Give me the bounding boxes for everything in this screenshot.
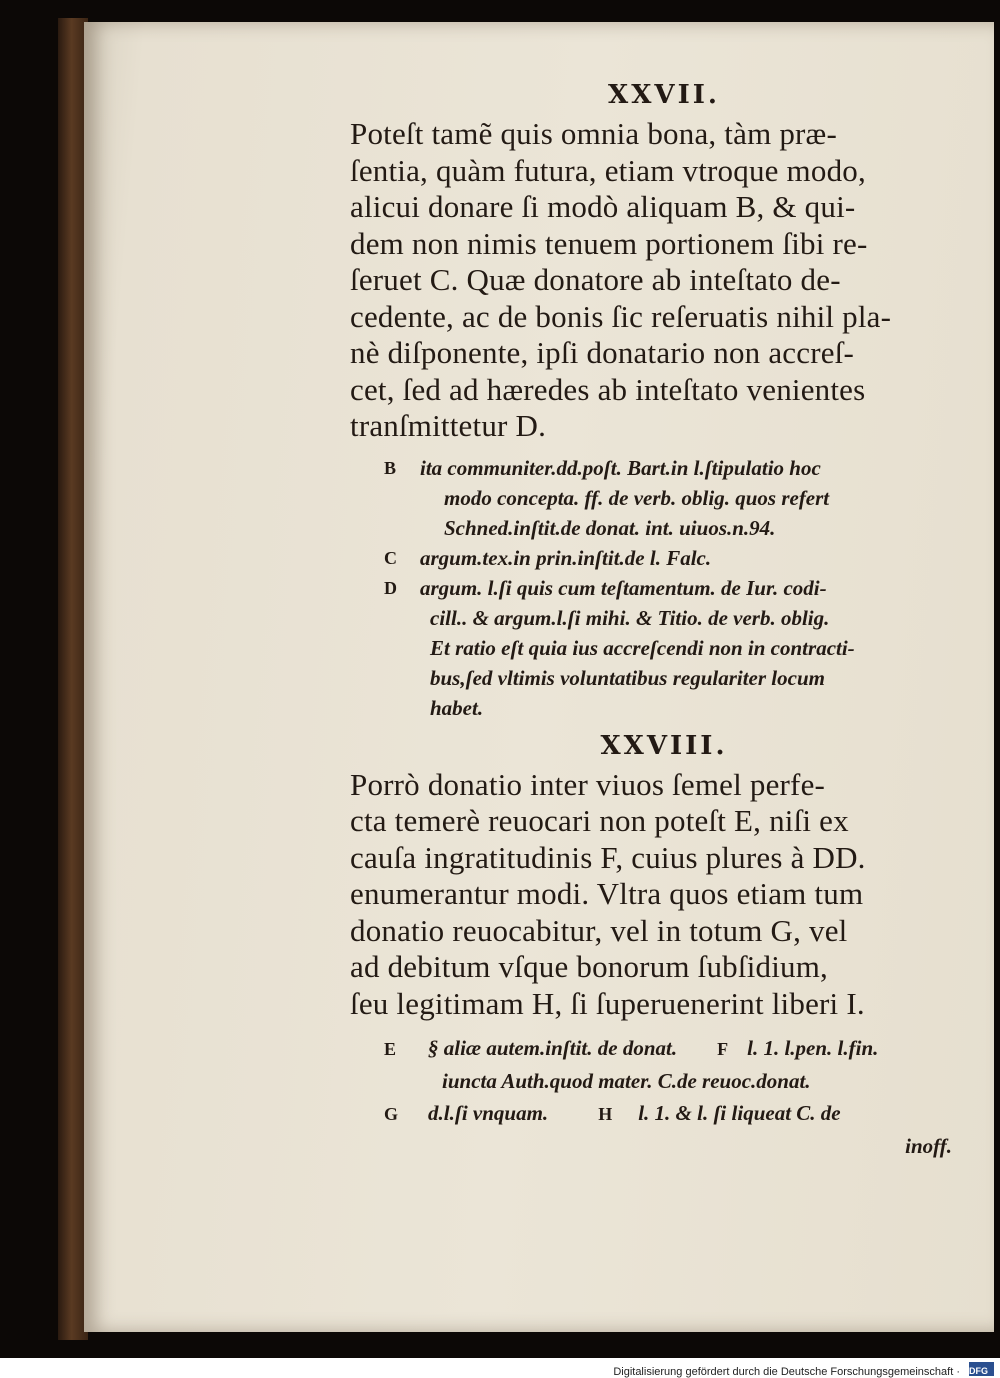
note-line: argum.tex.in prin.inſtit.de l. Falc. xyxy=(420,545,712,570)
note-mark: C xyxy=(384,547,397,568)
note-row xyxy=(384,1065,978,1097)
note-d xyxy=(384,573,978,723)
text-line: ad debitum vſque bonorum ſubſidium, xyxy=(350,949,828,984)
marginal-notes-28 xyxy=(384,1032,978,1162)
note-text: l. 1. & l. ſi liqueat C. de xyxy=(638,1101,841,1125)
note-text: § aliæ autem.inſtit. de donat. xyxy=(428,1036,678,1060)
text-line: alicui donare ſi modò aliquam B, & qui- xyxy=(350,189,856,224)
note-row xyxy=(384,1097,978,1130)
note-line: argum. l.ſi quis cum teſtamentum. de Iur. codi- xyxy=(420,575,827,600)
footer-credit xyxy=(613,1358,1000,1378)
paragraph-28 xyxy=(350,767,978,1023)
text-line: enumerantur modi. Vltra quos etiam tum xyxy=(350,876,864,911)
note-text: d.l.ſi vnquam. xyxy=(428,1101,549,1125)
note-line: Schned.inſtit.de donat. int. uiuos.n.94. xyxy=(444,515,776,540)
note-line: Et ratio eſt quia ius accreſcendi non in contracti- xyxy=(430,635,855,660)
note-c xyxy=(384,543,978,573)
text-line: dem non nimis tenuem portionem ſibi re- xyxy=(350,225,868,261)
note-row xyxy=(384,1130,978,1162)
digitization-footer xyxy=(0,1358,1000,1378)
note-mark: E xyxy=(384,1039,397,1059)
text-line: ſentia, quàm futura, etiam vtroque modo, xyxy=(350,152,866,188)
footer-text: Digitalisierung gefördert durch die Deutsche Forschungsgemeinschaft · xyxy=(613,1366,960,1378)
text-line: tranſmittetur D. xyxy=(350,408,547,443)
note-text: iuncta Auth.quod mater. C.de reuoc.donat. xyxy=(442,1069,811,1093)
note-line: habet. xyxy=(430,695,484,720)
text-line: cauſa ingratitudinis F, cuius plures à DD. xyxy=(350,839,866,875)
text-line: ſeruet C. Quæ donatore ab inteſtato de- xyxy=(350,262,841,297)
note-line: cill.. & argum.l.ſi mihi. & Titio. de verb. oblig. xyxy=(430,605,830,630)
note-mark: D xyxy=(384,577,397,598)
note-text: l. 1. l.pen. l.fin. xyxy=(747,1036,879,1060)
note-mark: B xyxy=(384,457,397,478)
text-line: donatio reuocabitur, vel in totum G, vel xyxy=(350,912,848,948)
chapter-heading-28: XXVIII. xyxy=(600,730,728,761)
text-line: Porrò donatio inter viuos ſemel perfe- xyxy=(350,766,826,802)
note-line: bus,ſed vltimis voluntatibus regulariter locum xyxy=(430,665,825,690)
chapter-heading-27: XXVII. xyxy=(608,80,720,110)
text-line: ſeu legitimam H, ſi ſuperuenerint liberi I. xyxy=(350,985,865,1021)
note-mark: G xyxy=(384,1104,399,1124)
paragraph-27 xyxy=(350,116,978,445)
note-mark: F xyxy=(717,1039,729,1059)
text-line: cta temerè reuocari non poteſt E, niſi ex xyxy=(350,803,849,838)
marginal-notes-27 xyxy=(384,453,978,723)
note-mark: H xyxy=(598,1104,613,1124)
note-row xyxy=(384,1032,978,1065)
text-line: cet, ſed ad hæredes ab inteſtato venientes xyxy=(350,371,866,407)
note-text: inoff. xyxy=(905,1134,952,1158)
note-line: modo concepta. ff. de verb. oblig. quos refert xyxy=(444,485,830,510)
text-line: Poteſt tamẽ quis omnia bona, tàm præ- xyxy=(350,116,837,151)
note-b xyxy=(384,453,978,543)
page-text-block xyxy=(350,78,978,1162)
text-line: nè diſponente, ipſi donatario non accreſ- xyxy=(350,335,855,370)
dfg-logo: DFG xyxy=(969,1362,994,1376)
text-line: cedente, ac de bonis ſic reſeruatis nihil pla- xyxy=(350,298,892,334)
note-line: ita communiter.dd.poſt. Bart.in l.ſtipulatio hoc xyxy=(420,455,821,480)
